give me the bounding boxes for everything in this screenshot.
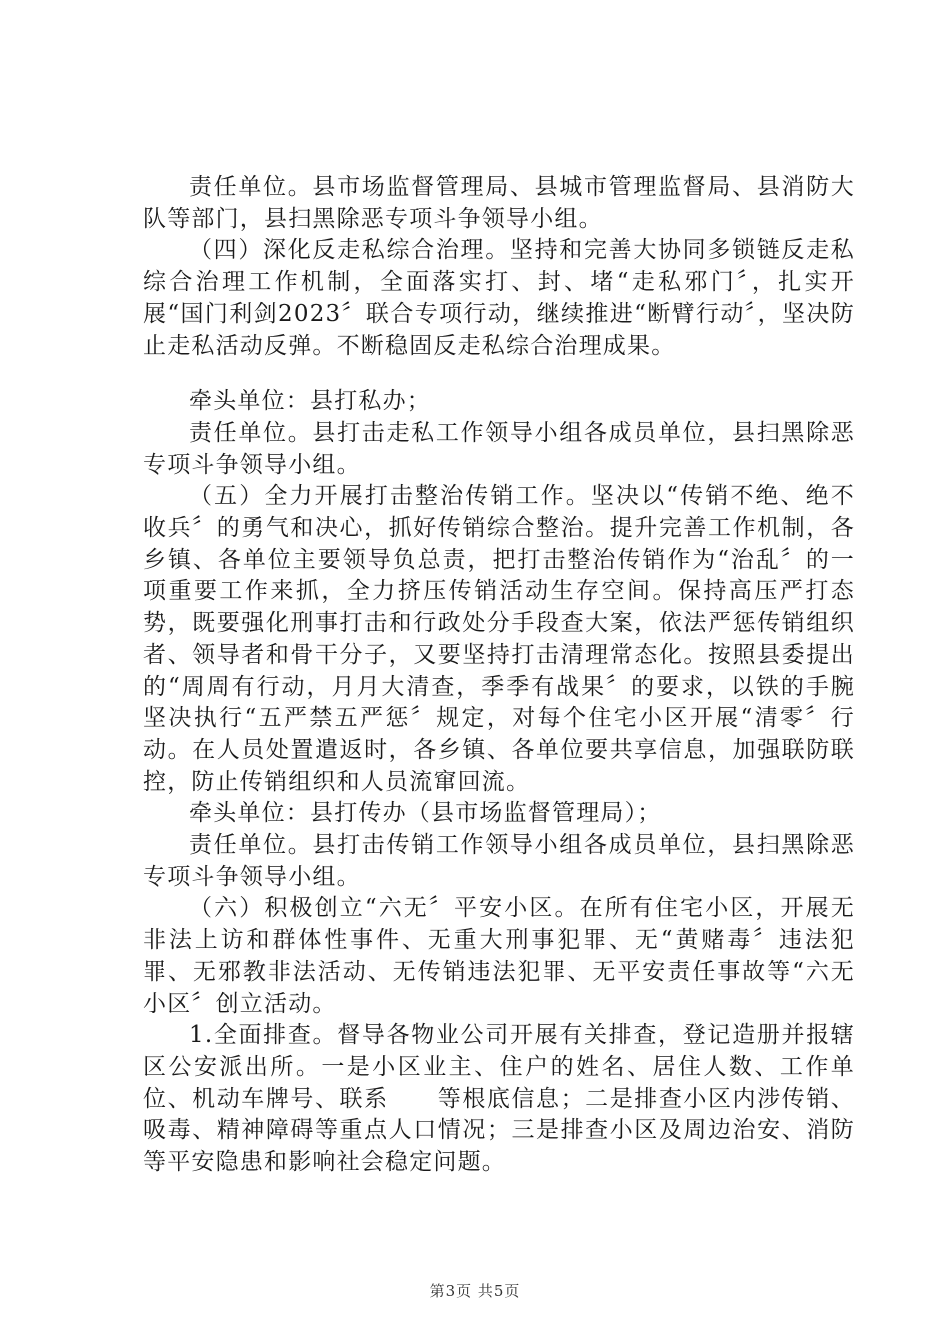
paragraph-section-6-safe-community: （六）积极创立“六无〞平安小区。在所有住宅小区，开展无非法上访和群体性事件、无重大刑事犯罪、无“黄赌毒〞违法犯罪、无邪教非法活动、无传销违法犯罪、无平安责任事故等“六无小区〞创立活动。 — [143, 895, 855, 1017]
page-footer: 第3页 共5页 — [429, 1282, 521, 1300]
paragraph-section-5-anti-pyramid-selling: （五）全力开展打击整治传销工作。坚决以“传销不绝、绝不收兵〞的勇气和决心，抓好传销综合整治。提升完善工作机制，各乡镇、各单位主要领导负总责，把打击整治传销作为“治乱〞的一项重要工作来抓，全力挤压传销活动生存空间。保持高压严打态势，既要强化刑事打击和行政处分手段查大案，依法严惩传销组织者、领导者和骨干分子，又要坚持打击清理常态化。按照县委提出的“周周有行动，月月大清查，季季有战果〞的要求，以铁的手腕坚决执行“五严禁五严惩〞规定，对每个住宅小区开展“清零〞行动。在人员处置遣返时，各乡镇、各单位要共享信息，加强联防联控，防止传销组织和人员流窜回流。 — [143, 483, 855, 795]
paragraph-section-4-anti-smuggling: （四）深化反走私综合治理。坚持和完善大协同多锁链反走私综合治理工作机制，全面落实打、封、堵“走私邪门〞，扎实开展“国门利剑2023〞联合专项行动，继续推进“断臂行动〞，坚决防止走私活动反弹。不断稳固反走私综合治理成果。 — [143, 237, 855, 359]
paragraph-responsible-units-3: 责任单位。县打击传销工作领导小组各成员单位，县扫黑除恶专项斗争领导小组。 — [143, 832, 855, 890]
paragraph-gap — [143, 362, 855, 386]
paragraph-item-1-comprehensive-check: 1.全面排查。督导各物业公司开展有关排查，登记造册并报辖区公安派出所。一是小区业主、住户的姓名、居住人数、工作单位、机动车牌号、联系 等根底信息；二是排查小区内涉传销、吸毒、精神障碍等重点人口情况；三是排查小区及周边治安、消防等平安隐患和影响社会稳定问题。 — [143, 1022, 855, 1176]
paragraph-lead-unit-1: 牵头单位：县打私办； — [189, 388, 431, 415]
paragraph-responsible-units-2: 责任单位。县打击走私工作领导小组各成员单位，县扫黑除恶专项斗争领导小组。 — [143, 419, 855, 478]
document-body — [143, 172, 855, 1179]
paragraph-lead-unit-2: 牵头单位：县打传办（县市场监督管理局）； — [189, 800, 662, 827]
paragraph-responsible-units-1: 责任单位。县市场监督管理局、县城市管理监督局、县消防大队等部门，县扫黑除恶专项斗争领导小组。 — [143, 174, 855, 232]
